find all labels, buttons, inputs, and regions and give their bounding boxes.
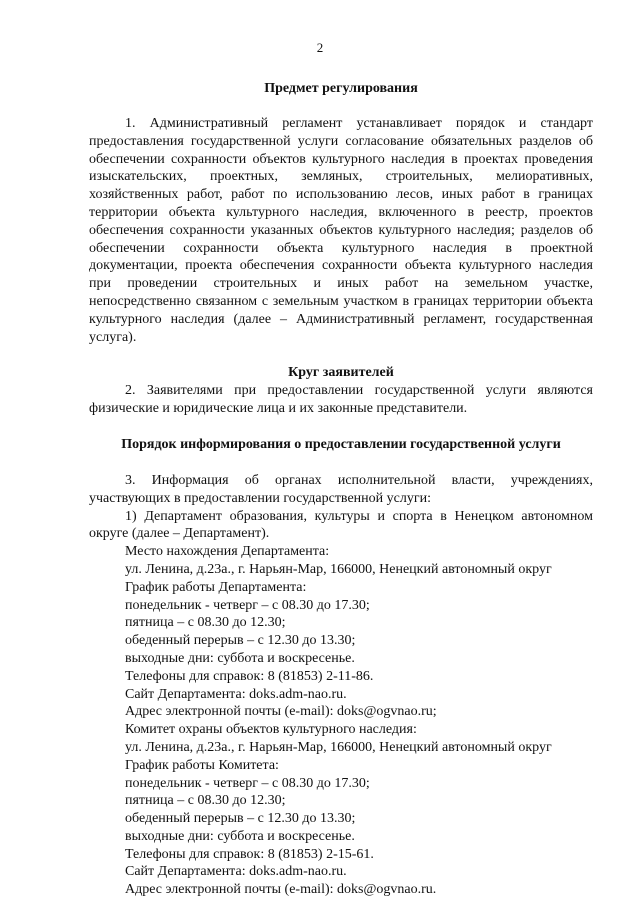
contact-line: понедельник - четверг – с 08.30 до 17.30; [125, 597, 370, 613]
paragraph-4: 1) Департамент образования, культуры и спорта в Ненецком автономном округе (далее – Департамент). [89, 508, 593, 542]
contact-line: Сайт Департамента: doks.adm-nao.ru. [125, 686, 347, 702]
contact-line: График работы Департамента: [125, 579, 307, 595]
contact-line: пятница – с 08.30 до 12.30; [125, 793, 286, 809]
contact-line: Комитет охраны объектов культурного наследия: [125, 722, 417, 738]
contact-line: выходные дни: суббота и воскресенье. [125, 828, 355, 844]
contact-line: пятница – с 08.30 до 12.30; [125, 615, 286, 631]
section-heading-subject: Предмет регулирования [264, 81, 418, 96]
paragraph-2: 2. Заявителями при предоставлении государственной услуги являются физические и юридические лица и их законные представители. [89, 383, 593, 417]
contact-line: выходные дни: суббота и воскресенье. [125, 650, 355, 666]
contact-line: ул. Ленина, д.23а., г. Нарьян-Мар, 166000, Ненецкий автономный округ [125, 561, 552, 577]
paragraph-3: 3. Информация об органах исполнительной власти, учреждениях, участвующих в предоставлении государственной услуги: [89, 472, 593, 506]
contact-line: Телефоны для справок: 8 (81853) 2-11-86. [125, 668, 374, 684]
contact-line: Сайт Департамента: doks.adm-nao.ru. [125, 864, 347, 880]
contact-line: Адрес электронной почты (e-mail): doks@ogvnao.ru; [125, 704, 437, 720]
contact-line: ул. Ленина, д.23а., г. Нарьян-Мар, 166000, Ненецкий автономный округ [125, 739, 552, 755]
contact-line: понедельник - четверг – с 08.30 до 17.30; [125, 775, 370, 791]
page-number: 2 [316, 40, 324, 55]
section-heading-informing: Порядок информирования о предоставлении государственной услуги [121, 436, 561, 452]
contact-line: обеденный перерыв – с 12.30 до 13.30; [125, 811, 356, 827]
document-body [89, 80, 593, 899]
paragraph-1: 1. Административный регламент устанавливает порядок и стандарт предоставления государственной услуги согласование обязательных разделов об обеспечении сохранности объектов культурного наследия в проектах проведения изыскательских, проектных, земляных, строительных, мелиоративных, хозяйственных работ, работ по использованию лесов, иных работ в границах территории объекта культурного наследия, включенного в реестр, проектов обеспечения сохранности указанных объектов культурного наследия; разделов об обеспечении сохранности объекта культурного наследия в проектной документации, проекта обеспечения сохранности объекта культурного наследия при проведении строительных и иных работ на земельном участке, непосредственно связанном с земельным участком в границах территории объекта культурного наследия (далее – Административный регламент, государственная услуга). [89, 116, 593, 345]
contact-line: Телефоны для справок: 8 (81853) 2-15-61. [125, 846, 374, 862]
contact-line: Адрес электронной почты (e-mail): doks@ogvnao.ru. [125, 882, 437, 898]
contact-line: Место нахождения Департамента: [125, 544, 330, 560]
section-heading-applicants: Круг заявителей [288, 365, 394, 381]
contact-line: обеденный перерыв – с 12.30 до 13.30; [125, 633, 356, 649]
contact-line: График работы Комитета: [125, 757, 279, 773]
